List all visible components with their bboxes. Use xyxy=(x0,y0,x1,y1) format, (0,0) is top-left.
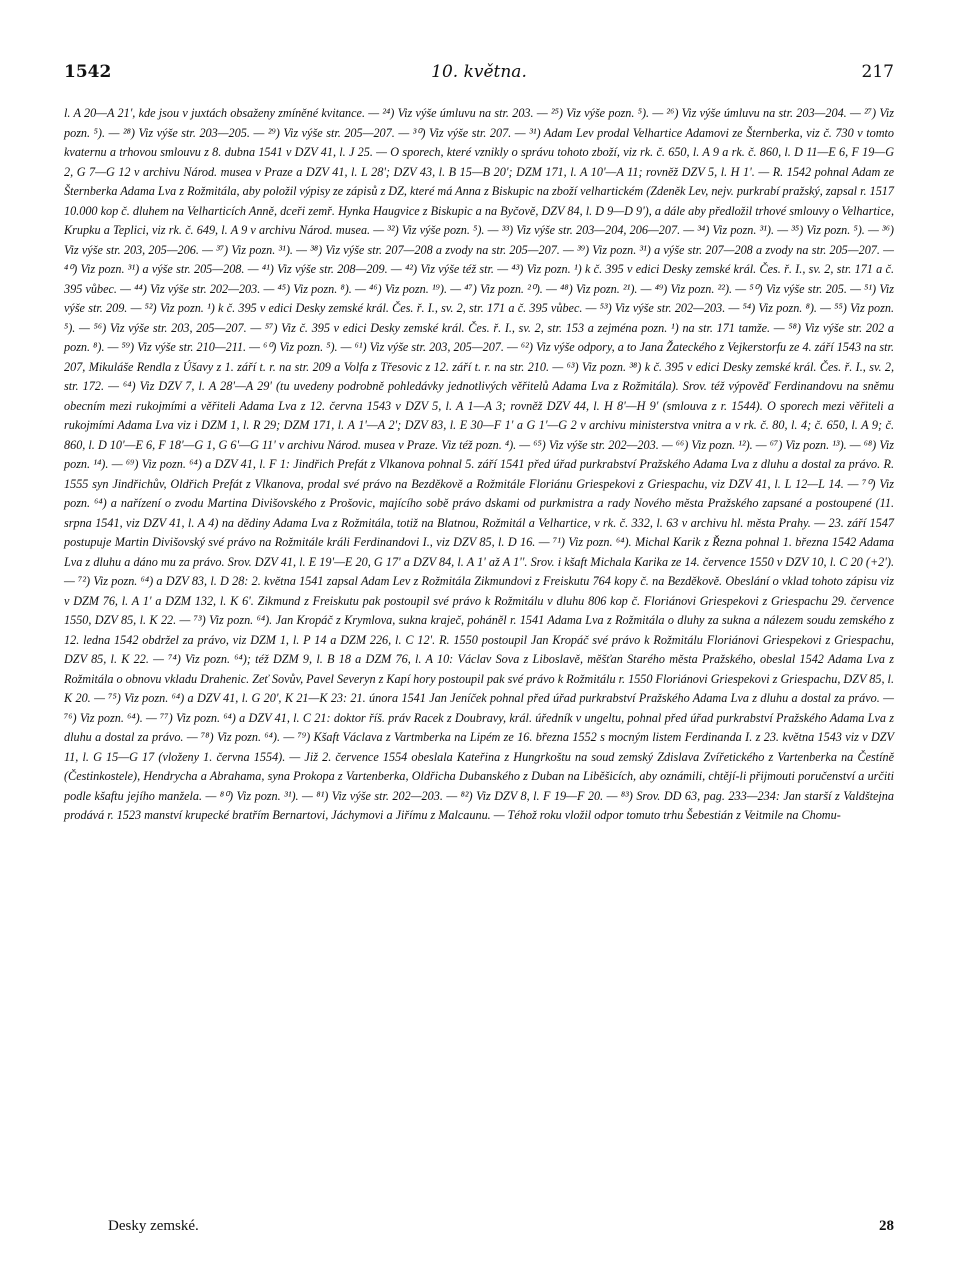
footnotes-text: l. A 20—A 21', kde jsou v juxtách obsaženy zmíněné kvitance. — ²⁴) Viz výše úmluvu na str. 203. — ²⁵) Viz výše pozn. ⁵). — ²⁶) Viz výše úmluvu na str. 203—204. — ²⁷) Viz pozn. ⁵). — ²⁸) Viz výše str. 203—205. — ²⁹) Viz výše str. 205—207. — ³⁰) Viz výše str. 207. — ³¹) Adam Lev prodal Velhartice Adamovi ze Šternberka, viz č. 730 v tomto kvaternu a trhovou smlouvu z 8. dubna 1541 v DZV 41, l. J 25. — O sporech, které vznikly o správu tohoto zboží, viz rk. č. 650, l. A 9 a rk. č. 860, l. D 11—E 6, F 19—G 2, G 7—G 12 v archivu Národ. musea v Praze a DZV 41, l. L 28'; DZV 43, l. B 15—B 20'; DZM 171, l. A 10'—A 11; rovněž DZV 5, l. H 1'. — R. 1542 pohnal Adam ze Šternberka Adama Lva z Rožmitála, aby položil výpisy ze zápisů z DZ, které má Anna z Biskupic na zboží velhartickém (Zdeněk Lev, nejv. purkrabí pražský, zapsal r. 1517 10.000 kop č. dluhem na Velharticích Anně, dceři zemř. Hynka Haugvice z Biskupic a na Byčově, DZV 84, l. D 9—D 9'), a dále aby předložil trhové smlouvy o Velhartice, Krupku a Teplici, viz rk. č. 649, l. A 9 v archivu Národ. musea. — ³²) Viz výše pozn. ⁵). — ³³) Viz výše str. 203—204, 206—207. — ³⁴) Viz pozn. ³¹). — ³⁵) Viz pozn. ⁵). — ³⁶) Viz výše str. 203, 205—206. — ³⁷) Viz pozn. ³¹). — ³⁸) Viz výše str. 207—208 a zvody na str. 205—207. — ³⁹) Viz pozn. ³¹) a výše str. 207—208 a zvody na str. 205—207. — ⁴⁰) Viz pozn. ³¹) a výše str. 205—208. — ⁴¹) Viz výše str. 208—209. — ⁴²) Viz výše též str. — ⁴³) Viz pozn. ¹) k č. 395 v edici Desky zemské král. Čes. ř. I., sv. 2, str. 171 a č. 395 vůbec. — ⁴⁴) Viz výše str. 202—203. — ⁴⁵) Viz pozn. ⁸). — ⁴⁶) Viz pozn. ¹⁹). — ⁴⁷) Viz pozn. ²⁰). — ⁴⁸) Viz pozn. ²¹). — ⁴⁹) Viz pozn. ²²). — ⁵⁰) Viz výše str. 205. — ⁵¹) Viz výše str. 209. — ⁵²) Viz pozn. ¹) k č. 395 v edici Desky zemské král. Čes. ř. I., sv. 2, str. 171 a č. 395 vůbec. — ⁵³) Viz výše str. 202—203. — ⁵⁴) Viz pozn. ⁸). — ⁵⁵) Viz pozn. ⁵). — ⁵⁶) Viz výše str. 203, 205—207. — ⁵⁷) Viz č. 395 v edici Desky zemské král. Čes. ř. I., sv. 2, str. 153 a zejména pozn. ¹) na str. 171 tamže. — ⁵⁸) Viz výše str. 202 a pozn. ⁸). — ⁵⁹) Viz výše str. 210—211. — ⁶⁰) Viz pozn. ⁵). — ⁶¹) Viz výše str. 203, 205—207. — ⁶²) Viz výše odpory, a to Jana Žateckého z Vejkerstorfu ze 4. září 1543 na str. 207, Mikuláše Rendla z Úšavy z 1. září t. r. na str. 209 a Volfa z Třesovic z 12. září t. r. na str. 210. — ⁶³) Viz pozn. ³⁸) k č. 395 v edici Desky zemské král. Čes. ř. I., sv. 2, str. 172. — ⁶⁴) Viz DZV 7, l. A 28'—A 29' (tu uvedeny podrobně pohledávky jednotlivých věřitelů Adama Lva z Rožmitála). Srov. též výpověď Ferdinandovu na sněmu obecním mezi rukojmími a věřiteli Adama Lva z 12. června 1543 v DZV 5, l. A 1—A 3; rovněž DZV 44, l. H 8'—H 9' (smlouva z r. 1544). O sporech mezi věřiteli a rukojmími Adama Lva viz i DZM 1, l. R 29; DZM 171, l. A 1'—A 2'; DZV 83, l. E 30—F 1' a G 1'—G 2 v archivu ministerstva vnitra a v rk. č. 80, l. 4; č. 650, l. A 9; č. 860, l. D 10'—E 6, F 18'—G 1, G 6'—G 11' v archivu Národ. musea v Praze. Viz též pozn. ⁴). — ⁶⁵) Viz výše str. 202—203. — ⁶⁶) Viz pozn. ¹²). — ⁶⁷) Viz pozn. ¹³). — ⁶⁸) Viz pozn. ¹⁴). — ⁶⁹) Viz pozn. ⁶⁴) a DZV 41, l. F 1: Jindřich Prefát z Vlkanova pohnal 5. září 1541 před úřad purkrabství Pražského Adama Lva z dluhu a dostal za právo. R. 1555 syn Jindřichův, Oldřich Prefát z Vlkanova, prodal své právo na Bezděkově a Rožmitále Floriánu Griespekovi z Griespachu, viz DZV 41, l. L 12—L 14. — ⁷⁰) Viz pozn. ⁶⁴) a nařízení o zvodu Martina Divišovského z Prošovic, majícího sobě právo dskami od purkmistra a rady Nového města Pražského zapsané a postoupené (11. srpna 1541, viz DZV 41, l. A 4) na dědiny Adama Lva z Rožmitála, totiž na Blatnou, Rožmitál a Velhartice, v rk. č. 332, l. 63 v archivu hl. města Prahy. — 23. září 1547 postupuje Martin Divišovský své právo na Rožmitále králi Ferdinandovi I., viz DZV 85, l. D 16. — ⁷¹) Viz pozn. ⁶⁴). Michal Karik z Řezna pohnal 1. března 1542 Adama Lva z dluhu a dáno mu za právo. Srov. DZV 41, l. E 19'—E 20, G 17' a DZV 84, l. A 1' až A 1''. Srov. i kšaft Michala Karika ze 14. července 1550 v DZV 10, l. C 20 (+2'). — ⁷²) Viz pozn. ⁶⁴) a DZV 83, l. D 28: 2. května 1541 zapsal Adam Lev z Rožmitála Zikmundovi z Freiskutu 764 kopy č. na Bezděkově. Obeslání o vklad tohoto zápisu viz v DZM 76, l. A 1' a DZM 132, l. K 6'. Zikmund z Freiskutu pak postoupil své právo k Rožmitálu v dluhu 806 kop č. Floriánovi Griespekovi z Griespachu 29. července 1550, DZV 85, l. K 22. — ⁷³) Viz pozn. ⁶⁴). Jan Kropáč z Krymlova, sukna kraječ, poháněl r. 1541 Adama Lva z Rožmitála o dluhy za sukna a nálezem soudu zemského z 12. ledna 1542 obdržel za právo, viz DZM 1, l. P 14 a DZM 226, l. C 12'. R. 1550 postoupil Jan Kropáč své právo k Rožmitálu Floriánovi Griespekovi z Griespachu, DZV 85, l. K 22. — ⁷⁴) Viz pozn. ⁶⁴); též DZM 9, l. B 18 a DZM 76, l. A 10: Václav Sova z Liboslavě, měšťan Starého města Pražského, obeslal 1542 Adama Lva z Rožmitála o obnovu vkladu Drahenic. Zeť Sovův, Pavel Severyn z Kapí hory postoupil pak své právo k Rožmitálu r. 1550 Floriánovi Griespekovi z Griespachu, DZV 85, l. K 20. — ⁷⁵) Viz pozn. ⁶⁴) a DZV 41, l. G 20', K 21—K 23: 21. února 1541 Jan Jeníček pohnal před úřad purkrabství Pražského Adama Lva z dluhu a dostal za právo. — ⁷⁶) Viz pozn. ⁶⁴). — ⁷⁷) Viz pozn. ⁶⁴) a DZV 41, l. C 21: doktor říš. práv Racek z Doubravy, král. úředník v ungeltu, pohnal před úřad purkrabství Pražského Adama Lva z dluhu a dostal za právo. — ⁷⁸) Viz pozn. ⁶⁴). — ⁷⁹) Kšaft Václava z Vartmberka na Lipém ze 16. března 1552 s mocným listem Ferdinanda I. z 23. května 1543 viz v DZV 11, l. G 15—G 17 (vloženy 1. června 1554). — Již 2. července 1554 obeslala Kateřina z Hungrkoštu na soud zemský Zdislava Zvířetického z Vartenberka na Čestíně (Čestinkostele), Hendrycha a Abrahama, syna Prokopa z Vartenberka, Oldřicha Dubanského z Duban na Liběšicích, aby oznámili, chtějí-li přijmouti poručenství a určiti podle kšaftu jejího manžela. — ⁸⁰) Viz pozn. ³¹). — ⁸¹) Viz výše str. 202—203. — ⁸²) Viz DZV 8, l. F 19—F 20. — ⁸³) Srov. DD 63, pag. 233—234: Jan starší z Valdštejna prodává r. 1523 manství krupecké bratřím Bernartovi, Jáchymovi a Jiřímu z Malcaunu. — Téhož roku vložil odpor tomuto trhu Šebestián z Veitmile na Chomu- xyxy=(64,106,894,822)
page-footer xyxy=(108,1218,894,1240)
running-head-folio: 217 xyxy=(861,62,894,82)
running-head-page-number: 1542 xyxy=(64,62,112,82)
running-head-date: 10. května. xyxy=(431,62,527,82)
footer-sheet-number: 28 xyxy=(879,1218,894,1234)
running-head xyxy=(64,62,894,86)
footer-signature-label: Desky zemské. xyxy=(108,1218,199,1234)
footnotes-block xyxy=(64,104,894,826)
